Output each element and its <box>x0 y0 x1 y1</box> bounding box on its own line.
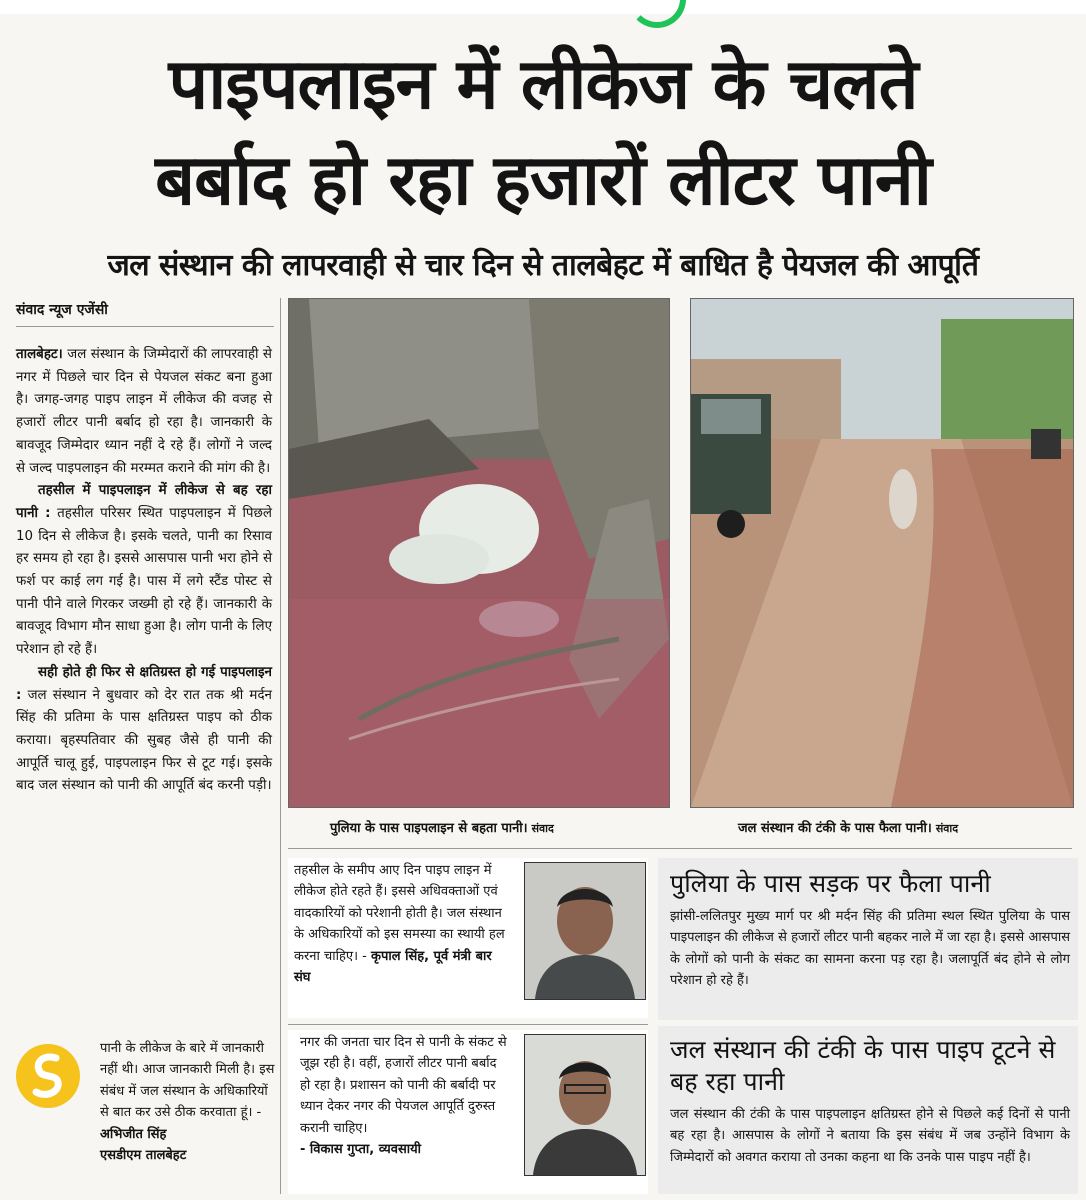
photo-1-caption-text: पुलिया के पास पाइपलाइन से बहता पानी। <box>330 821 528 836</box>
headline-line-1: पाइपलाइन में लीकेज के चलते <box>168 43 918 125</box>
photo-2-credit: संवाद <box>935 822 959 835</box>
top-strip <box>0 0 1086 14</box>
section-1 <box>16 480 272 662</box>
byline-rule <box>16 326 274 327</box>
photo-pipeline-leak <box>288 298 670 808</box>
quote-1 <box>294 860 512 988</box>
portrait-vikas-gupta <box>524 1034 646 1176</box>
photo-2-caption-text: जल संस्थान की टंकी के पास फैला पानी। <box>738 821 932 836</box>
subheadline: जल संस्थान की लापरवाही से चार दिन से तालबेहट में बाधित है पेयजल की आपूर्ति <box>107 248 979 283</box>
photo-road-water <box>690 298 1074 808</box>
section-1-head: तहसील में पाइपलाइन में लीकेज से बह रहा पानी : <box>16 483 272 521</box>
headline-line-2: बर्बाद हो रहा हजारों लीटर पानी <box>155 139 931 221</box>
photos-bottom-rule <box>288 848 1072 849</box>
newspaper-logo-icon <box>16 1044 80 1108</box>
quote-1-text: तहसील के समीप आए दिन पाइप लाइन में लीकेज होते रहते हैं। इससे अधिवक्ताओं एवं वादकारियों को परेशानी होती है। जल संस्थान के अधिकारियों को इस समस्या का स्थायी हल करना चाहिए। - <box>294 863 505 964</box>
section-2-text: जल संस्थान ने बुधवार को देर रात तक श्री मर्दन सिंह की प्रतिमा के पास क्षतिग्रस्त पाइप को ठीक कराया। बृहस्पतिवार की सुबह जैसे ही पानी की आपूर्ति चालू हुई, पाइपलाइन फिर से टूट गई। इसके बाद जल संस्थान को पानी की आपूर्ति बंद करनी पड़ी। <box>16 687 272 794</box>
sdm-designation: एसडीएम तालबेहट <box>100 1148 187 1164</box>
quote-2-text: नगर की जनता चार दिन से पानी के संकट से जूझ रही है। वहीं, हजारों लीटर पानी बर्बाद हो रहा है। प्रशासन को पानी की बर्बादी पर ध्यान देकर नगर की पेयजल आपूर्ति दुरुस्त करानी चाहिए। <box>300 1035 507 1136</box>
sdm-name: अभिजीत सिंह <box>100 1126 167 1142</box>
side-story-2-text: जल संस्थान की टंकी के पास पाइपलाइन क्षतिग्रस्त होने से पिछले कई दिनों से पानी बह रहा है। आसपास के लोगों ने बताया कि इस संबंध में जब उन्होंने विभाग के जिम्मेदारों को अवगत कराया तो उनका कहना था कि उनके पास पाइप नहीं है। <box>670 1107 1070 1165</box>
sdm-quote-text: पानी के लीकेज के बारे में जानकारी नहीं थी। आज जानकारी मिली है। इस संबंध में जल संस्थान के अधिकारियों से बात कर उसे ठीक करवाता हूं। - <box>100 1041 275 1121</box>
byline: संवाद न्यूज एजेंसी <box>16 302 108 318</box>
green-logo-arc <box>628 0 686 28</box>
intro-paragraph <box>16 344 272 480</box>
side-story-1-text: झांसी-ललितपुर मुख्य मार्ग पर श्री मर्दन सिंह की प्रतिमा स्थल स्थित पुलिया के पास पाइपलाइन की लीकेज से हजारों लीटर पानी बहकर नाले में जा रहा है। इससे आसपास के लोगों को पानी के संकट का सामना करना पड़ रहा है। जलापूर्ति बंद होने से लोग परेशान हो रहे हैं। <box>670 909 1070 989</box>
side-story-2-title: जल संस्थान की टंकी के पास पाइप टूटने से बह रहा पानी <box>670 1035 1056 1096</box>
quote-1-name: कृपाल सिंह, पूर्व मंत्री बार संघ <box>294 948 492 986</box>
quote-divider <box>288 1024 648 1025</box>
quote-2 <box>300 1032 510 1160</box>
portrait-kripal-singh <box>524 862 646 1000</box>
column-divider <box>280 298 281 1194</box>
photo-1-caption <box>330 818 554 836</box>
quote-2-name: - विकास गुप्ता, व्यवसायी <box>300 1142 422 1158</box>
photo-2-caption <box>738 818 958 836</box>
dateline: तालबेहट। <box>16 347 63 362</box>
section-2-head: सही होते ही फिर से क्षतिग्रस्त हो गई पाइपलाइन : <box>16 664 272 703</box>
side-story-1-title: पुलिया के पास सड़क पर फैला पानी <box>670 869 991 898</box>
article-body <box>16 344 272 798</box>
section-2 <box>16 662 272 798</box>
photo-1-credit: संवाद <box>531 822 554 835</box>
intro-text: जल संस्थान के जिम्मेदारों की लापरवाही से नगर में पिछले चार दिन से पेयजल संकट बना हुआ है। जगह-जगह पाइप लाइन में लीकेज की वजह से हजारों लीटर पानी बर्बाद हो रहा है। जानकारी के बावजूद जिम्मेदार ध्यान नहीं दे रहे हैं। लोगों ने जल्द से जल्द पाइपलाइन की मरम्मत कराने की मांग की है। <box>16 347 272 476</box>
section-1-text: तहसील परिसर स्थित पाइपलाइन में पिछले 10 दिन से लीकेज है। इसके चलते, पानी का रिसाव हर समय हो रहा है। इससे आसपास पानी भरा होने से फर्श पर काई लग गई है। पास में लगे स्टैंड पोस्ट से पानी पीने वाले गिरकर जख्मी हो रहे हैं। जानकारी के बावजूद विभाग मौन साधा हुआ है। लोग पानी के लिए परेशान हो रहे हैं। <box>16 505 272 658</box>
sdm-quote-text-block <box>100 1038 278 1166</box>
byline-block <box>16 298 274 319</box>
